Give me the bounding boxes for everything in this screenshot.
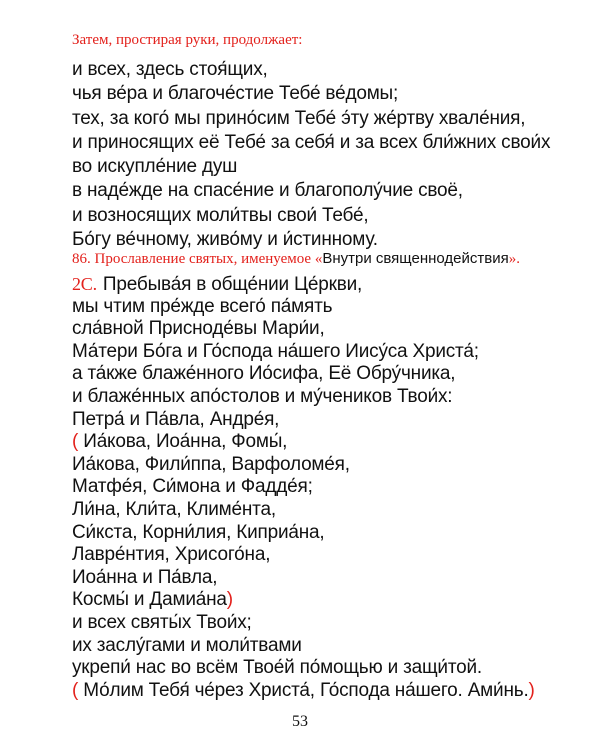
prayer-line: и всех, здесь стоя́щих,	[72, 59, 268, 80]
prayer-line: укрепи́ нас во всём Твое́й по́мощью и защи́той.	[72, 657, 482, 679]
prayer-line: Бо́гу ве́чному, живо́му и и́стинному.	[72, 229, 378, 251]
prayer-line: а та́кже блаже́нного Ио́сифа, Её Обру́чника,	[72, 363, 456, 385]
prayer-line	[72, 680, 535, 703]
prayer-line: Лавре́нтия, Хрисого́на,	[72, 544, 271, 566]
verse-label: 2С.	[72, 274, 97, 294]
prayer-line: тех, за кого́ мы прино́сим Тебе́ э́ту же́ртву хвале́ния,	[72, 107, 526, 129]
prayer-line: сла́вной Присноде́вы Мари́и,	[72, 318, 325, 340]
prayer-line-text: Космы́ и Дамиа́на	[72, 589, 227, 611]
prayer-line: Матфе́я, Си́мона и Фадде́я;	[72, 476, 313, 498]
prayer-line: их заслу́гами и моли́твами	[72, 634, 302, 656]
prayer-line-text: Мо́лим Тебя́ че́рез Христа́, Го́спода на́шего. Ами́нь.	[83, 679, 529, 701]
prayer-line: и блаже́нных апо́столов и му́чеников Твои́х:	[72, 385, 453, 407]
section-heading-title: Внутри священнодействия	[322, 250, 509, 267]
prayer-line-text: Иа́кова, Иоа́нна, Фомы́,	[83, 431, 288, 453]
rubric-instruction: Затем, простирая руки, продолжает:	[72, 32, 303, 48]
prayer-line: Ма́тери Бо́га и Го́спода на́шего Иису́са Христа́;	[72, 340, 479, 362]
open-paren: (	[72, 679, 79, 701]
section-heading-suffix: ».	[508, 251, 520, 267]
section-heading	[72, 250, 520, 268]
prayer-line: чья ве́ра и благоче́стие Тебе́ ве́домы;	[72, 83, 399, 105]
prayer-line: во искупле́ние душ	[72, 156, 238, 178]
prayer-line-text: Пребыва́я в обще́нии Це́ркви,	[102, 274, 363, 295]
prayer-text-block-2	[72, 273, 535, 702]
open-paren: (	[72, 431, 79, 453]
prayer-line	[72, 431, 535, 454]
prayer-line: Иа́кова, Фили́ппа, Варфоломе́я,	[72, 453, 350, 475]
close-paren: )	[226, 589, 233, 611]
close-paren: )	[528, 679, 535, 701]
prayer-line	[72, 589, 535, 612]
prayer-line: и приносящих её Тебе́ за себя́ и за всех бли́жних свои́х	[72, 131, 551, 153]
prayer-line: Си́кста, Корни́лия, Киприа́на,	[72, 521, 325, 543]
prayer-text-block-1	[72, 58, 550, 252]
prayer-line: мы чтим пре́жде всего́ па́мять	[72, 295, 333, 317]
prayer-line: Иоа́нна и Па́вла,	[72, 566, 218, 588]
prayer-line: и возносящих моли́твы свои́ Тебе́,	[72, 204, 369, 226]
prayer-line: в наде́жде на спасе́ние и благополу́чие своё,	[72, 180, 463, 202]
section-heading-prefix: 86. Прославление святых, именуемое «	[72, 251, 323, 267]
prayer-line: и всех святы́х Твои́х;	[72, 611, 252, 633]
prayer-line: Ли́на, Кли́та, Климе́нта,	[72, 498, 276, 520]
page-number: 53	[292, 713, 308, 730]
prayer-line: Петра́ и Па́вла, Андре́я,	[72, 408, 280, 430]
prayer-line	[72, 273, 535, 296]
